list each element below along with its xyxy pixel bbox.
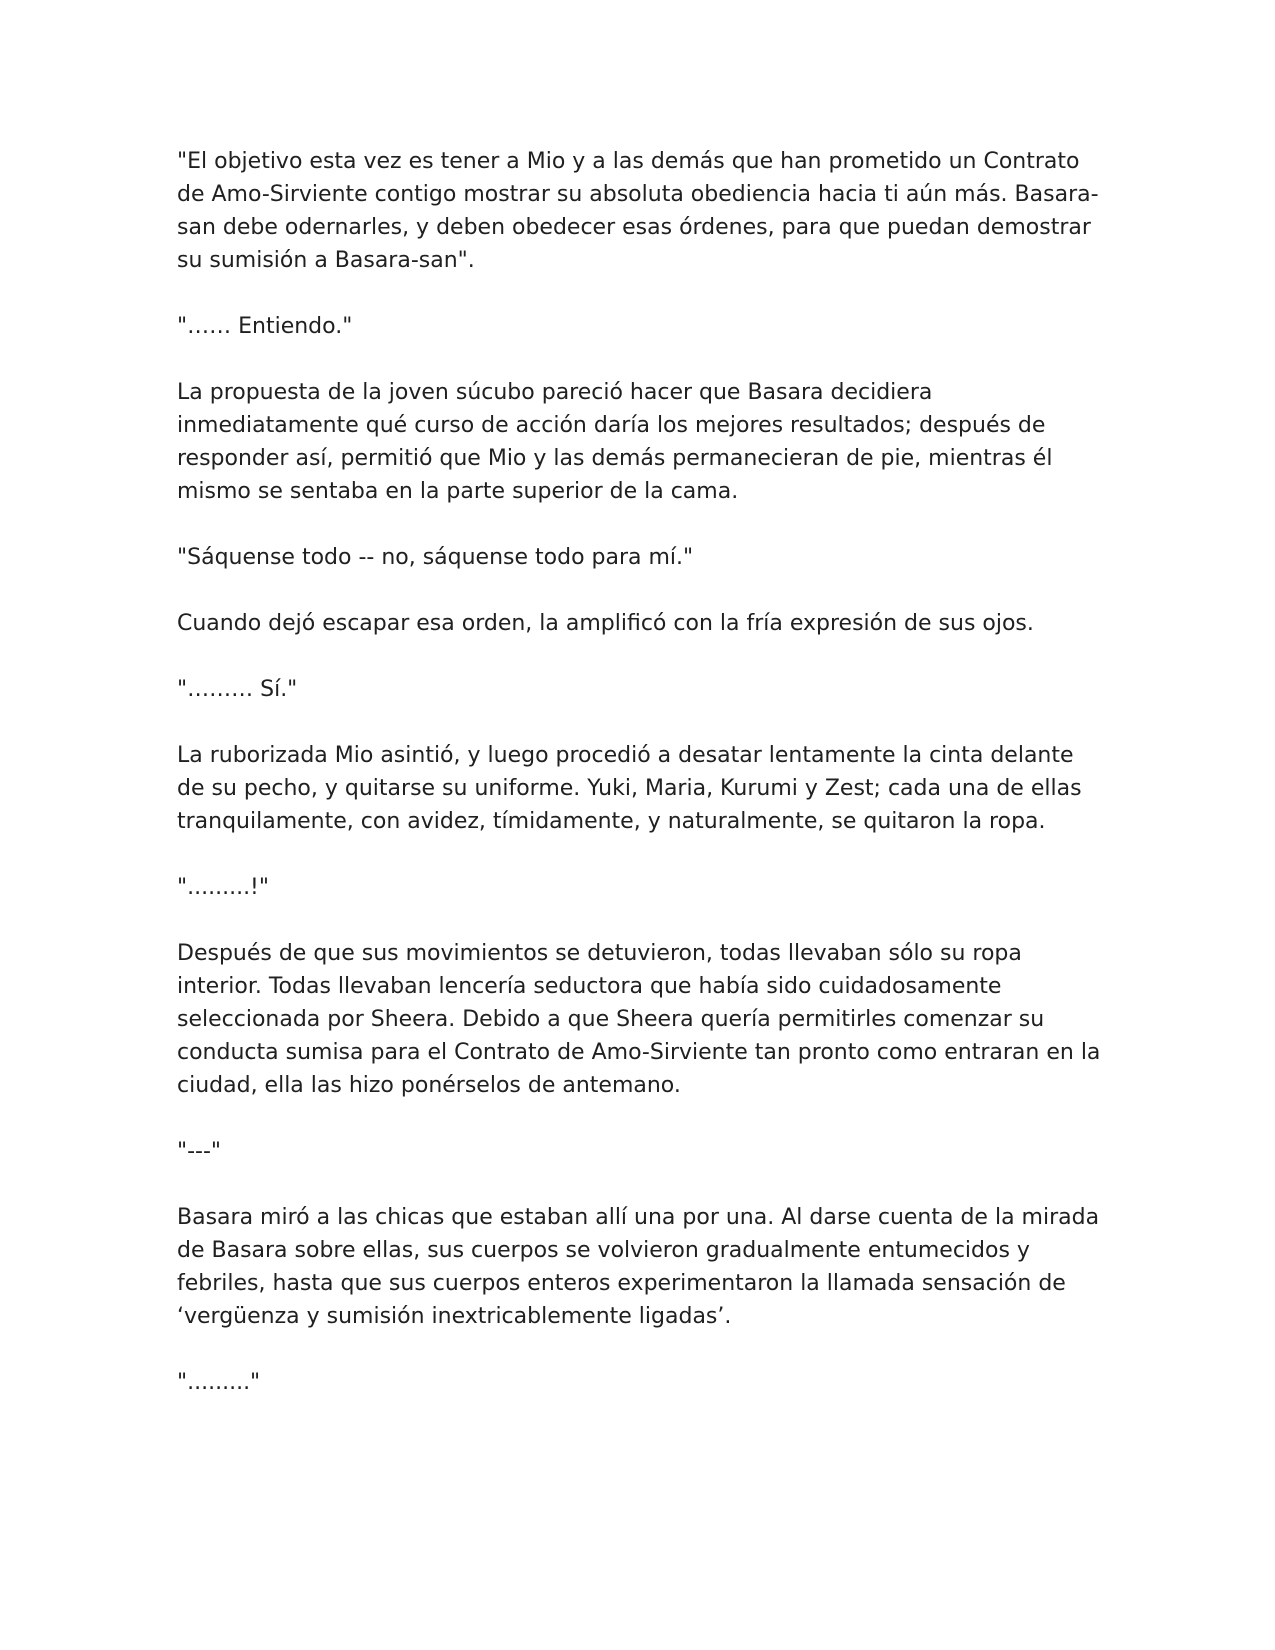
paragraph: ".........!" <box>177 875 269 900</box>
paragraph: Basara miró a las chicas que estaban allí una por una. Al darse cuenta de la mirada de Basara sobre ellas, sus cuerpos se volvieron gradualmente entumecidos y febriles, hasta que sus cuerpos enteros experimentaron la llamada sensación de ‘vergüenza y sumisión inextricablemente ligadas’. <box>177 1205 1100 1329</box>
paragraph: La propuesta de la joven súcubo pareció hacer que Basara decidiera inmediatamente qué curso de acción daría los mejores resultados; después de responder así, permitió que Mio y las demás permanecieran de pie, mientras él mismo se sentaba en la parte superior de la cama. <box>177 380 1053 504</box>
paragraph: "…… Entiendo." <box>177 314 353 339</box>
paragraph: "……… Sí." <box>177 677 298 702</box>
paragraph: "El objetivo esta vez es tener a Mio y a las demás que han prometido un Contrato de Amo-Sirviente contigo mostrar su absoluta obediencia hacia ti aún más. Basara-san debe odernarles, y deben obedecer esas órdenes, para que puedan demostrar su sumisión a Basara-san". <box>177 149 1099 273</box>
paragraph: "---" <box>177 1139 222 1164</box>
paragraph: "........." <box>177 1370 261 1395</box>
paragraph: Cuando dejó escapar esa orden, la amplificó con la fría expresión de sus ojos. <box>177 611 1034 636</box>
document-body <box>177 145 1107 1432</box>
paragraph: "Sáquense todo -- no, sáquense todo para mí." <box>177 545 694 570</box>
paragraph: La ruborizada Mio asintió, y luego procedió a desatar lentamente la cinta delante de su pecho, y quitarse su uniforme. Yuki, Maria, Kurumi y Zest; cada una de ellas tranquilamente, con avidez, tímidamente, y naturalmente, se quitaron la ropa. <box>177 743 1082 834</box>
paragraph: Después de que sus movimientos se detuvieron, todas llevaban sólo su ropa interior. Todas llevaban lencería seductora que había sido cuidadosamente seleccionada por Sheera. Debido a que Sheera quería permitirles comenzar su conducta sumisa para el Contrato de Amo-Sirviente tan pronto como entraran en la ciudad, ella las hizo ponérselos de antemano. <box>177 941 1101 1098</box>
